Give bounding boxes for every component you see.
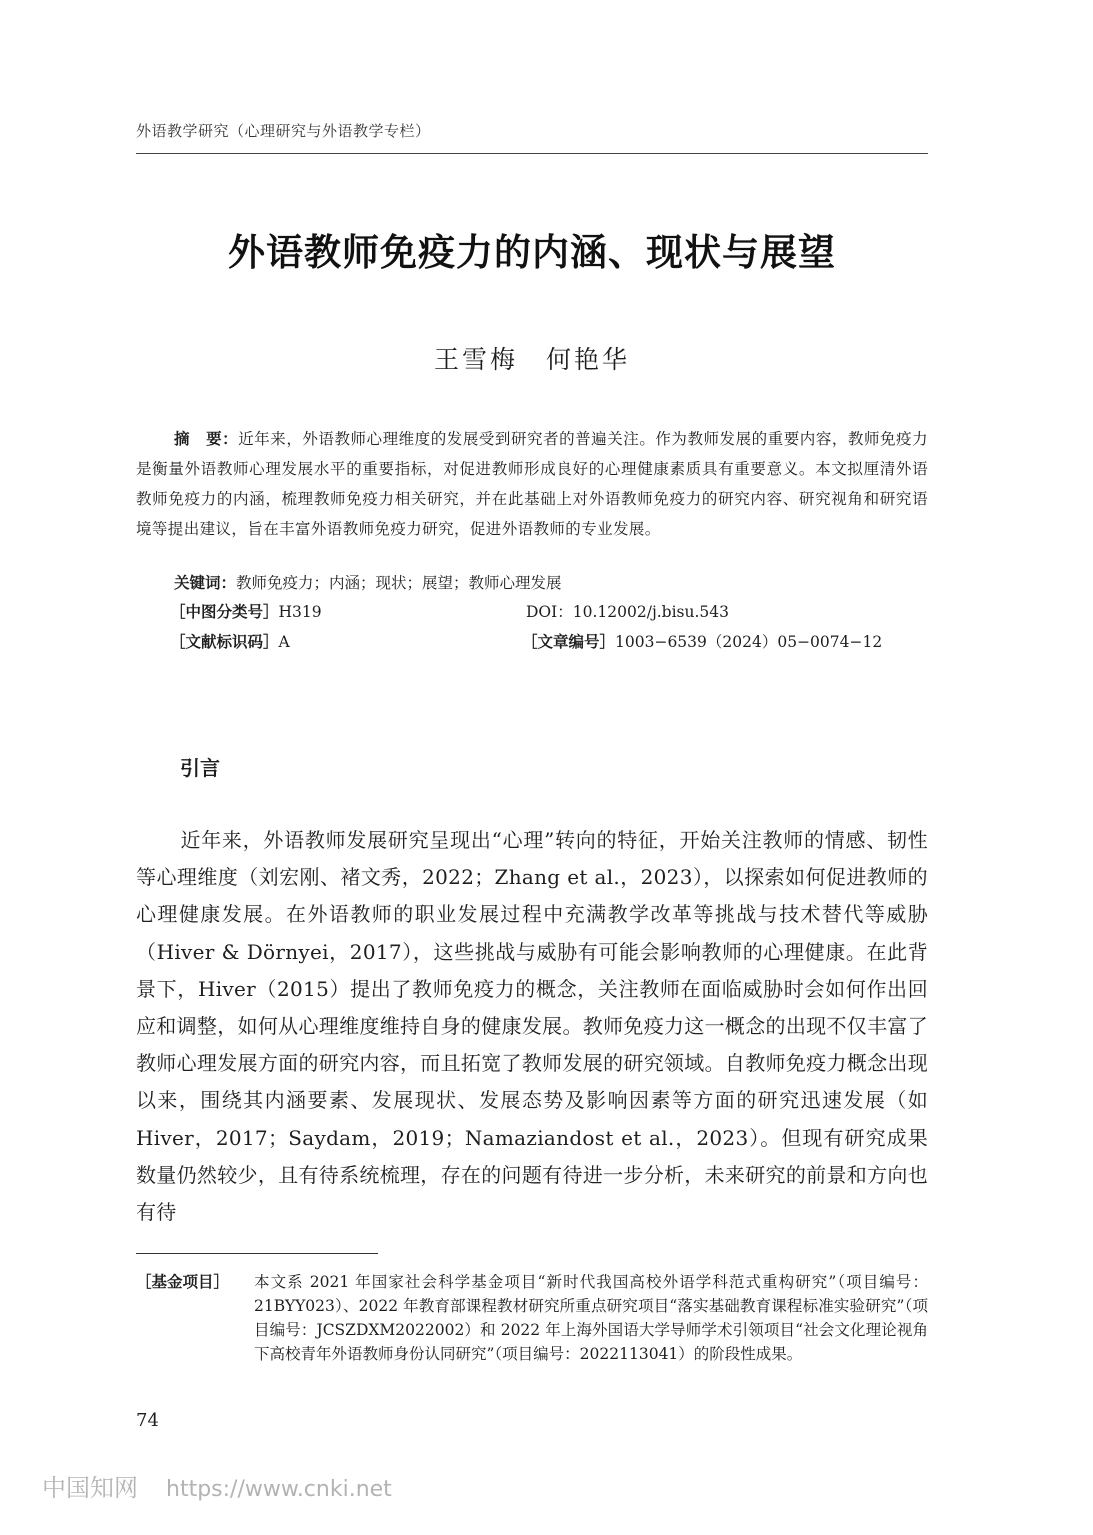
footnote-label: ［基金项目］ bbox=[136, 1273, 230, 1291]
watermark-url: https://www.cnki.net bbox=[166, 1477, 392, 1502]
article-title: 外语教师免疫力的内涵、现状与展望 bbox=[228, 230, 836, 274]
abstract-label: 摘 要： bbox=[174, 430, 239, 448]
article-number bbox=[522, 628, 882, 656]
doi-value: 10.12002/j.bisu.543 bbox=[572, 603, 730, 621]
keywords bbox=[174, 569, 562, 597]
running-header: 外语教学研究（心理研究与外语教学专栏） bbox=[136, 122, 431, 140]
clc-label: ［中图分类号］ bbox=[170, 603, 279, 621]
doc-label: ［文献标识码］ bbox=[170, 633, 279, 651]
watermark bbox=[42, 1468, 392, 1503]
keywords-label: 关键词： bbox=[174, 574, 237, 592]
article-label: ［文章编号］ bbox=[522, 633, 616, 651]
abstract-text: 近年来，外语教师心理维度的发展受到研究者的普遍关注。作为教师发展的重要内容，教师免疫力是衡量外语教师心理发展水平的重要指标，对促进教师形成良好的心理健康素质具有重要意义。本文拟厘清外语教师免疫力的内涵，梳理教师免疫力相关研究，并在此基础上对外语教师免疫力的研究内容、研究视角和研究语境等提出建议，旨在丰富外语教师免疫力研究，促进外语教师的专业发展。 bbox=[136, 430, 928, 538]
body-paragraph bbox=[136, 822, 928, 1231]
section-heading: 引言 bbox=[180, 756, 220, 780]
keywords-text: 教师免疫力；内涵；现状；展望；教师心理发展 bbox=[236, 574, 562, 592]
footnote-rule bbox=[136, 1253, 378, 1254]
article-value: 1003−6539（2024）05−0074−12 bbox=[615, 633, 883, 651]
doc-value: A bbox=[278, 633, 290, 651]
clc-value: H319 bbox=[278, 603, 322, 621]
footnote bbox=[136, 1270, 928, 1366]
authors: 王雪梅 何艳华 bbox=[433, 345, 630, 374]
footnote-text: 本文系 2021 年国家社会科学基金项目“新时代我国高校外语学科范式重构研究”（项目编号：21BYY023）、2022 年教育部课程教材研究所重点研究项目“落实基础教育课程标准实验研究”（项目编号：JCSZDXM2022002）和 2022 年上海外国语大学导师学术引领项目“社会文化理论视角下高校青年外语教师身份认同研究”（项目编号：2022113041）的阶段性成果。 bbox=[254, 1273, 928, 1363]
page-number: 74 bbox=[136, 1410, 159, 1431]
clc-number bbox=[170, 598, 322, 626]
document-code bbox=[170, 628, 290, 656]
doi-label: DOI： bbox=[526, 603, 573, 621]
body-text: 近年来，外语教师发展研究呈现出“心理”转向的特征，开始关注教师的情感、韧性等心理维度（刘宏刚、褚文秀，2022；Zhang et al.，2023），以探索如何促进教师的心理健康发展。在外语教师的职业发展过程中充满教学改革等挑战与技术替代等威胁（Hiver & Dörnyei，2017），这些挑战与威胁有可能会影响教师的心理健康。在此背景下，Hiver（2015）提出了教师免疫力的概念，关注教师在面临威胁时会如何作出回应和调整，如何从心理维度维持自身的健康发展。教师免疫力这一概念的出现不仅丰富了教师心理发展方面的研究内容，而且拓宽了教师发展的研究领域。自教师免疫力概念出现以来，围绕其内涵要素、发展现状、发展态势及影响因素等方面的研究迅速发展（如 Hiver，2017；Saydam，2019；Namaziandost et al.，2023）。但现有研究成果数量仍然较少，且有待系统梳理，存在的问题有待进一步分析，未来研究的前景和方向也有待 bbox=[136, 828, 928, 1225]
doi bbox=[526, 598, 729, 626]
abstract bbox=[136, 424, 928, 544]
watermark-site: 中国知网 bbox=[42, 1474, 138, 1502]
header-rule bbox=[136, 153, 928, 154]
